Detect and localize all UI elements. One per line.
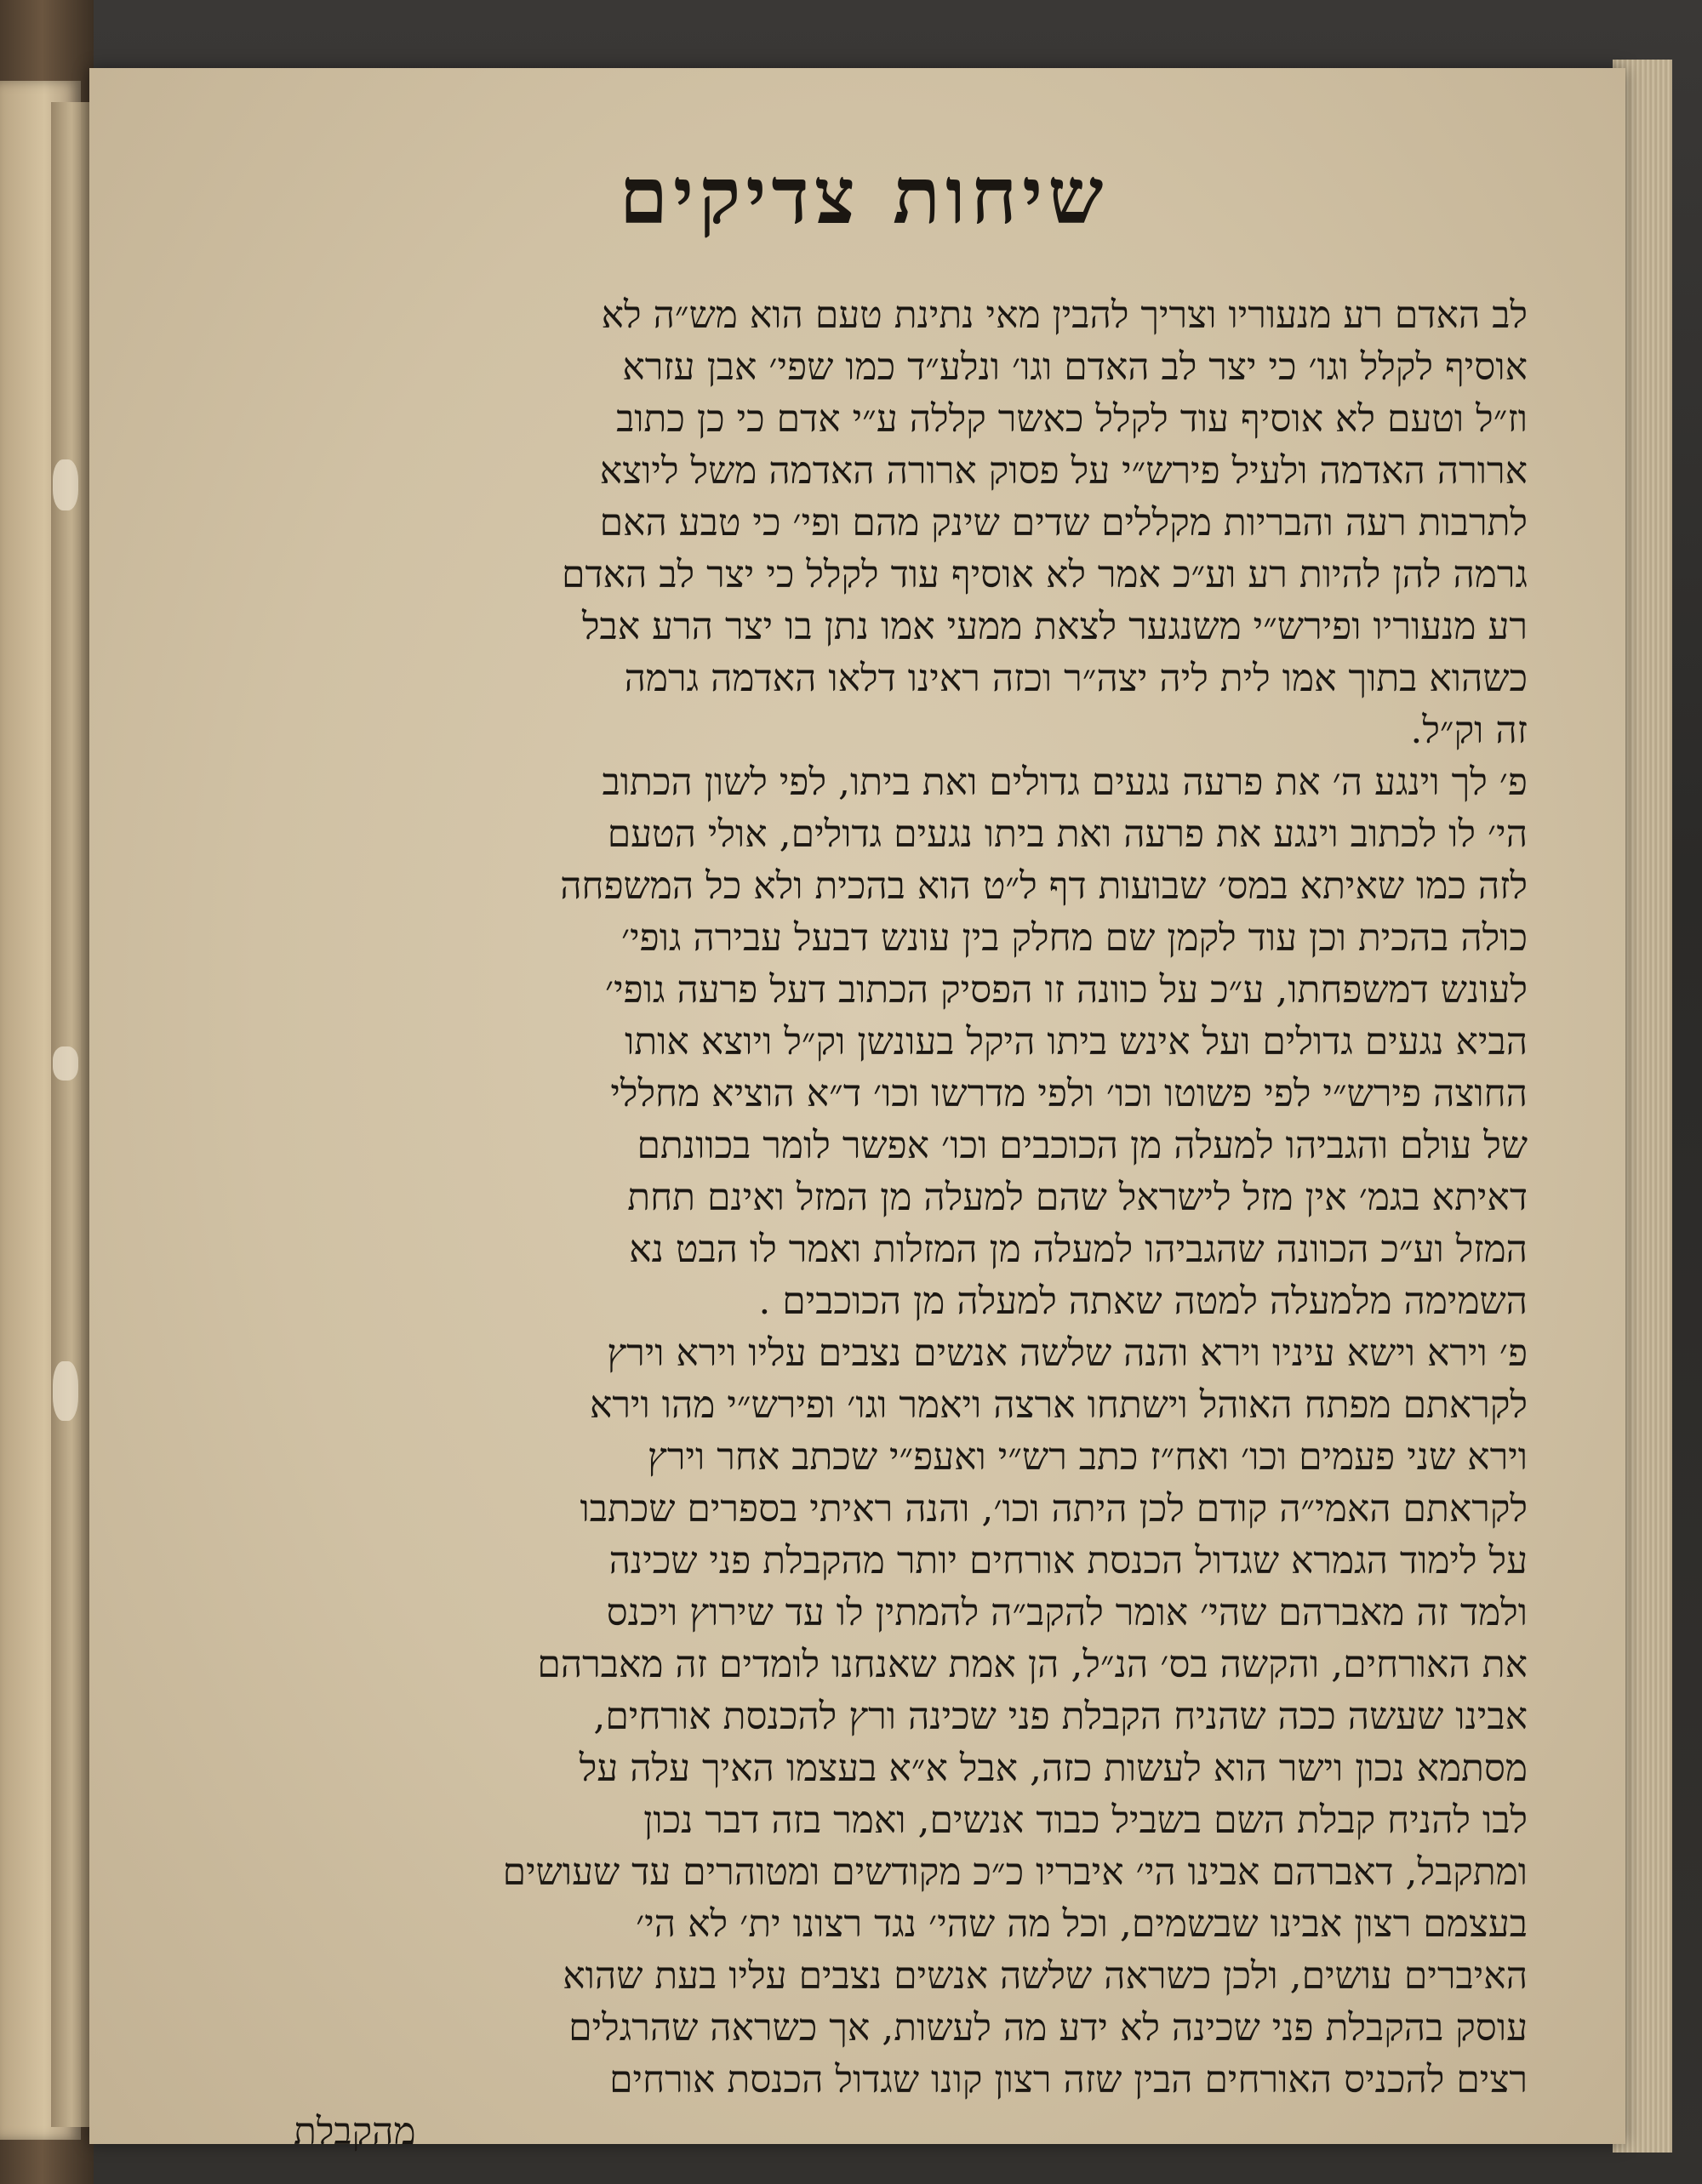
- text-line: לעונש דמשפחתו, ע״כ על כוונה זו הפסיק הכתוב דעל פרעה גופי׳: [604, 968, 1528, 1012]
- text-line: פ׳ לך וינגע ה׳ את פרעה נגעים גדולים ואת ביתו, לפי לשון הכתוב: [602, 761, 1528, 804]
- text-line: אוסיף לקלל וגו׳ כי יצר לב האדם וגו׳ ונלע״ד כמו שפי׳ אבן עזרא: [622, 345, 1528, 389]
- gutter-tear: [53, 1046, 78, 1081]
- page-content: [200, 136, 1528, 2158]
- text-line: דאיתא בגמ׳ אין מזל לישראל שהם למעלה מן המזל ואינם תחת: [627, 1176, 1528, 1219]
- text-line: וירא שני פעמים וכו׳ ואח״ז כתב רש״י ואעפ״י שכתב אחר וירץ: [647, 1435, 1528, 1479]
- text-line: האיברים עושים, ולכן כשראה שלשה אנשים נצבים עליו בעת שהוא: [563, 1954, 1528, 1998]
- book-page: [89, 68, 1625, 2153]
- text-line: רצים להכניס האורחים הבין שזה רצון קונו שגדול הכנסת אורחים: [609, 2058, 1528, 2101]
- text-line: ולמד זה מאברהם שהי׳ אומר להקב״ה להמתין לו עד שירוץ ויכנס: [606, 1591, 1528, 1634]
- text-line: עוסק בהקבלת פני שכינה לא ידע מה לעשות, אך כשראה שהרגלים: [568, 2006, 1528, 2050]
- text-line: בעצמם רצון אבינו שבשמים, וכל מה שהי׳ נגד רצונו ית׳ לא הי׳: [636, 1902, 1528, 1946]
- page-title: שיחות צדיקים: [619, 150, 1109, 242]
- text-line: גרמה להן להיות רע וע״כ אמר לא אוסיף עוד לקלל כי יצר לב האדם: [562, 553, 1528, 596]
- text-line: זה וק״ל.: [1410, 709, 1528, 752]
- text-line: לתרבות רעה והבריות מקללים שדים שינק מהם ופי׳ כי טבע האם: [599, 501, 1528, 545]
- text-line: רע מנעוריו ופירש״י משנגער לצאת ממעי אמו נתן בו יצר הרע אבל: [581, 605, 1528, 648]
- text-line: מסתמא נכון וישר הוא לעשות כזה, אבל א״א בעצמו האיך עלה על: [579, 1747, 1528, 1790]
- text-line: על לימוד הגמרא שגדול הכנסת אורחים יותר מהקבלת פני שכינה: [608, 1539, 1528, 1582]
- text-line: ומתקבל, דאברהם אבינו הי׳ איבריו כ״כ מקודשים ומטוהרים עד שעושים: [502, 1850, 1528, 1894]
- text-line: החוצה פירש״י לפי פשוטו וכו׳ ולפי מדרשו וכו׳ ד״א הוציא מחללי: [610, 1072, 1528, 1115]
- text-line: פ׳ וירא וישא עיניו וירא והנה שלשה אנשים נצבים עליו וירא וירץ: [607, 1331, 1528, 1375]
- page-gutter: [51, 102, 92, 2127]
- text-line: של עולם והגביהו למעלה מן הכוכבים וכו׳ אפשר לומר בכוונתם: [637, 1124, 1528, 1167]
- paragraph: [200, 289, 1528, 756]
- text-line: כשהוא בתוך אמו לית ליה יצה״ר וכזה ראינו דלאו האדמה גרמה: [624, 657, 1528, 700]
- text-line: לזה כמו שאיתא במס׳ שבועות דף ל״ט הוא בהכית ולא כל המשפחה: [560, 864, 1528, 908]
- text-line: לב האדם רע מנעוריו וצריך להבין מאי נתינת טעם הוא מש״ה לא: [601, 294, 1528, 337]
- paragraph: [200, 1327, 1528, 2106]
- text-line: אבינו שעשה ככה שהניח הקבלת פני שכינה ורץ להכנסת אורחים,: [593, 1695, 1528, 1738]
- text-line: המזל וע״כ הכוונה שהגביהו למעלה מן המזלות ואמר לו הבט נא: [629, 1228, 1528, 1271]
- text-line: ארורה האדמה ולעיל פירש״י על פסוק ארורה האדמה משל ליוצא: [599, 449, 1528, 493]
- gutter-tear: [53, 459, 78, 510]
- text-line: וז״ל וטעם לא אוסיף עוד לקלל כאשר קללה ע״י אדם כי כן כתוב: [616, 397, 1528, 441]
- text-line: לקראתם מפתח האוהל וישתחו ארצה ויאמר וגו׳ ופירש״י מהו וירא: [589, 1383, 1528, 1427]
- text-line: הי׳ לו לכתוב וינגע את פרעה ואת ביתו נגעים גדולים, אולי הטעם: [607, 813, 1528, 856]
- text-line: הביא נגעים גדולים ועל אינש ביתו היקל בעונשן וק״ל ויוצא אותו: [625, 1020, 1528, 1063]
- gutter-tear: [53, 1361, 78, 1421]
- text-line: לקראתם האמי״ה קודם לכן היתה וכו׳, והנה ראיתי בספרים שכתבו: [580, 1487, 1528, 1531]
- text-line: השמימה מלמעלה למטה שאתה למעלה מן הכוכבים .: [758, 1280, 1528, 1323]
- text-line: לבו להניח קבלת השם בשביל כבוד אנשים, ואמר בזה דבר נכון: [643, 1799, 1528, 1842]
- text-line: את האורחים, והקשה בס׳ הנ״ל, הן אמת שאנחנו לומדים זה מאברהם: [537, 1643, 1528, 1686]
- text-line: כולה בהכית וכן עוד לקמן שם מחלק בין עונש דבעל עבירה גופי׳: [620, 916, 1528, 960]
- catchword: מהקבלת: [294, 2110, 416, 2153]
- paragraph: [200, 756, 1528, 1327]
